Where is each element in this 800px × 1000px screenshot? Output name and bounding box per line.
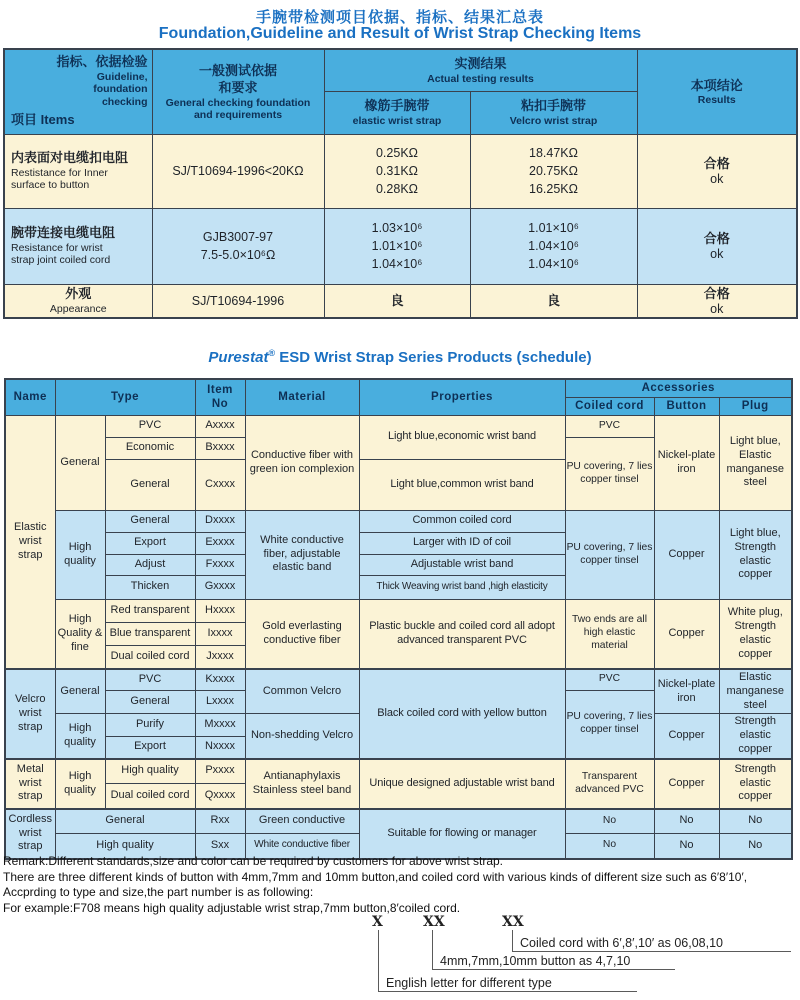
plug-cell: No	[719, 809, 792, 834]
table-row	[5, 510, 792, 532]
diag-label-zh: 指标、依据检验	[56, 54, 148, 69]
button-cell: No	[654, 834, 719, 859]
cell-item-2: 腕带连接电缆电阻 Resistance for wrist strap joint coiled cord	[4, 208, 152, 284]
material-cell: Gold everlasting conductive fiber	[245, 599, 359, 669]
header-accessories: Accessories	[565, 379, 792, 397]
coiled-cord-cell: No	[565, 834, 654, 859]
type-cell: Adjust	[105, 554, 195, 575]
part-number-xx-button: XX	[423, 914, 445, 930]
coiled-cord-cell: No	[565, 809, 654, 834]
type-cell: Dual coiled cord	[105, 784, 195, 809]
cell-standard-1: SJ/T10694-1996<20KΩ	[152, 134, 324, 208]
item-no-cell: Ixxxx	[195, 622, 245, 645]
header-actual-results: 实测结果 Actual testing results	[324, 49, 637, 91]
material-cell: Common Velcro	[245, 669, 359, 714]
item-no-cell: Qxxxx	[195, 784, 245, 809]
name-cordless: Cordless wrist strap	[5, 809, 55, 859]
coiled-cord-cell: PU covering, 7 lies copper tinsel	[565, 690, 654, 759]
type-cell: PVC	[105, 415, 195, 437]
type-cell: Thicken	[105, 575, 195, 599]
header-coiled-cord: Coiled cord	[565, 397, 654, 415]
button-cell: No	[654, 809, 719, 834]
cell-result-2: 合格 ok	[637, 208, 797, 284]
cell-standard-3: SJ/T10694-1996	[152, 284, 324, 318]
remark-line: Remark:Different standards,size and color can be required by customers for above wrist strap.	[3, 854, 504, 868]
cell-elastic-values-2: 1.03×10⁶ 1.01×10⁶ 1.04×10⁶	[324, 208, 470, 284]
button-cell: Copper	[654, 759, 719, 809]
type-cell: Purify	[105, 714, 195, 737]
cell-elastic-values-1: 0.25KΩ 0.31KΩ 0.28KΩ	[324, 134, 470, 208]
header-properties: Properties	[359, 379, 565, 415]
table-row	[5, 759, 792, 784]
name-elastic: Elastic wrist strap	[5, 415, 55, 669]
type-cell: General	[105, 510, 195, 532]
header-velcro-strap: 粘扣手腕带 Velcro wrist strap	[470, 91, 637, 134]
item-no-cell: Lxxxx	[195, 690, 245, 714]
table-row	[4, 134, 797, 208]
table-row	[5, 415, 792, 437]
header-button: Button	[654, 397, 719, 415]
type-group-general: General	[55, 415, 105, 510]
properties-cell: Black coiled cord with yellow button	[359, 669, 565, 759]
item-no-cell: Jxxxx	[195, 645, 245, 669]
item-no-cell: Dxxxx	[195, 510, 245, 532]
remark-line: For example:F708 means high quality adjustable wrist strap,7mm button,8′coiled cord.	[3, 900, 461, 915]
type-cell: Export	[105, 737, 195, 759]
item-no-cell: Axxxx	[195, 415, 245, 437]
properties-cell: Unique designed adjustable wrist band	[359, 759, 565, 809]
coiled-cord-cell: PU covering, 7 lies copper tinsel	[565, 510, 654, 599]
checking-items-table	[3, 48, 798, 319]
remark-line: There are three different kinds of button with 4mm,7mm and 10mm button,and coiled cord with various kinds of different size such as 6′8′10′,	[3, 869, 748, 884]
cell-result-1: 合格 ok	[637, 134, 797, 208]
properties-cell: Thick Weaving wrist band ,high elasticity	[359, 575, 565, 599]
cell-elastic-values-3: 良	[324, 284, 470, 318]
coiled-cord-cell: Transparent advanced PVC	[565, 759, 654, 809]
page-title-chinese: 手腕带检测项目依据、指标、结果汇总表	[255, 9, 544, 26]
item-no-cell: Pxxxx	[195, 759, 245, 784]
plug-cell: No	[719, 834, 792, 859]
type-cell: Red transparent	[105, 599, 195, 622]
type-cell: Export	[105, 532, 195, 554]
remark-line: Accprding to type and size,the part number is as following:	[3, 885, 314, 899]
cell-velcro-values-1: 18.47KΩ 20.75KΩ 16.25KΩ	[470, 134, 637, 208]
header-item-no: Item No	[195, 379, 245, 415]
part-number-x: X	[372, 914, 383, 930]
cell-velcro-values-2: 1.01×10⁶ 1.04×10⁶ 1.04×10⁶	[470, 208, 637, 284]
plug-cell: White plug, Strength elastic copper	[719, 599, 792, 669]
cell-item-1: 内表面对电缆扣电阻 Restistance for Inner surface to button	[4, 134, 152, 208]
coiled-cord-cell: PVC	[565, 415, 654, 437]
item-no-cell: Exxxx	[195, 532, 245, 554]
material-cell: Antianaphylaxis Stainless steel band	[245, 759, 359, 809]
type-group-high-quality: High quality	[55, 714, 105, 759]
item-no-cell: Bxxxx	[195, 437, 245, 459]
type-cell: High quality	[105, 759, 195, 784]
type-cell: General	[105, 459, 195, 510]
plug-cell: Light blue, Strength elastic copper	[719, 510, 792, 599]
properties-cell: Adjustable wrist band	[359, 554, 565, 575]
page-title-english: Foundation,Guideline and Result of Wrist Strap Checking Items	[158, 25, 642, 42]
type-cell: General	[105, 690, 195, 714]
cell-standard-2: GJB3007-97 7.5-5.0×10⁶Ω	[152, 208, 324, 284]
item-no-cell: Mxxxx	[195, 714, 245, 737]
registered-mark: ®	[268, 348, 276, 358]
item-no-cell: Rxx	[195, 809, 245, 834]
material-cell: White conductive fiber	[245, 834, 359, 859]
part-number-xx-cord: XX	[502, 914, 524, 930]
item-no-cell: Kxxxx	[195, 669, 245, 690]
header-conclusion: 本项结论 Results	[637, 49, 797, 134]
table-row	[4, 284, 797, 318]
material-cell: White conductive fiber, adjustable elastic band	[245, 510, 359, 599]
item-no-cell: Hxxxx	[195, 599, 245, 622]
type-group-hq-fine: High Quality & fine	[55, 599, 105, 669]
button-cell: Copper	[654, 599, 719, 669]
type-cell: Blue transparent	[105, 622, 195, 645]
type-group-general: General	[55, 669, 105, 714]
properties-cell: Light blue,economic wrist band	[359, 415, 565, 459]
item-no-cell: Nxxxx	[195, 737, 245, 759]
properties-cell: Light blue,common wrist band	[359, 459, 565, 510]
button-size-callout: 4mm,7mm,10mm button as 4,7,10	[432, 930, 675, 970]
header-elastic-strap: 橡筋手腕带 elastic wrist strap	[324, 91, 470, 134]
name-metal: Metal wrist strap	[5, 759, 55, 809]
button-cell: Copper	[654, 714, 719, 759]
name-velcro: Velcro wrist strap	[5, 669, 55, 759]
type-cell: High quality	[55, 834, 195, 859]
coiled-cord-cell: Two ends are all high elastic material	[565, 599, 654, 669]
type-cell: General	[55, 809, 195, 834]
coiled-cord-size-callout: Coiled cord with 6′,8′,10′ as 06,08,10	[512, 930, 791, 952]
properties-cell: Larger with ID of coil	[359, 532, 565, 554]
table-row	[5, 669, 792, 690]
coiled-cord-cell: PU covering, 7 lies copper tinsel	[565, 437, 654, 510]
header-material: Material	[245, 379, 359, 415]
table-row	[5, 809, 792, 834]
material-cell: Conductive fiber with green ion complexion	[245, 415, 359, 510]
diagonal-header-cell: 指标、依据检验 Guideline, foundation checking 项目 Items	[4, 49, 152, 134]
type-group-high-quality: High quality	[55, 759, 105, 809]
material-cell: Non-shedding Velcro	[245, 714, 359, 759]
type-letter-callout: English letter for different type	[378, 930, 637, 992]
type-cell: PVC	[105, 669, 195, 690]
type-cell: Economic	[105, 437, 195, 459]
header-general-requirements: 一般测试依据 和要求 General checking foundation and requirements	[152, 49, 324, 134]
item-no-cell: Gxxxx	[195, 575, 245, 599]
button-cell: Nickel-plate iron	[654, 415, 719, 510]
plug-cell: Strength elastic copper	[719, 759, 792, 809]
type-group-high-quality: High quality	[55, 510, 105, 599]
header-plug: Plug	[719, 397, 792, 415]
cell-item-3: 外观 Appearance	[4, 284, 152, 318]
table-row	[5, 599, 792, 622]
product-schedule-table	[4, 378, 793, 860]
schedule-title: Purestat® ESD Wrist Strap Series Products (schedule)	[208, 348, 592, 366]
plug-cell: Strength elastic copper	[719, 714, 792, 759]
coiled-cord-cell: PVC	[565, 669, 654, 690]
cell-velcro-values-3: 良	[470, 284, 637, 318]
header-type: Type	[55, 379, 195, 415]
item-no-cell: Fxxxx	[195, 554, 245, 575]
item-no-cell: Cxxxx	[195, 459, 245, 510]
header-name: Name	[5, 379, 55, 415]
cell-result-3: 合格 ok	[637, 284, 797, 318]
properties-cell: Suitable for flowing or manager	[359, 809, 565, 859]
material-cell: Green conductive	[245, 809, 359, 834]
remark-block	[3, 854, 797, 916]
table-row	[4, 208, 797, 284]
button-cell: Copper	[654, 510, 719, 599]
item-no-cell: Sxx	[195, 834, 245, 859]
properties-cell: Common coiled cord	[359, 510, 565, 532]
properties-cell: Plastic buckle and coiled cord all adopt advanced transparent PVC	[359, 599, 565, 669]
brand-name: Purestat	[208, 349, 269, 366]
button-cell: Nickel-plate iron	[654, 669, 719, 714]
plug-cell: Light blue, Elastic manganese steel	[719, 415, 792, 510]
type-cell: Dual coiled cord	[105, 645, 195, 669]
plug-cell: Elastic manganese steel	[719, 669, 792, 714]
diag-label-items: 项目 Items	[11, 111, 75, 127]
